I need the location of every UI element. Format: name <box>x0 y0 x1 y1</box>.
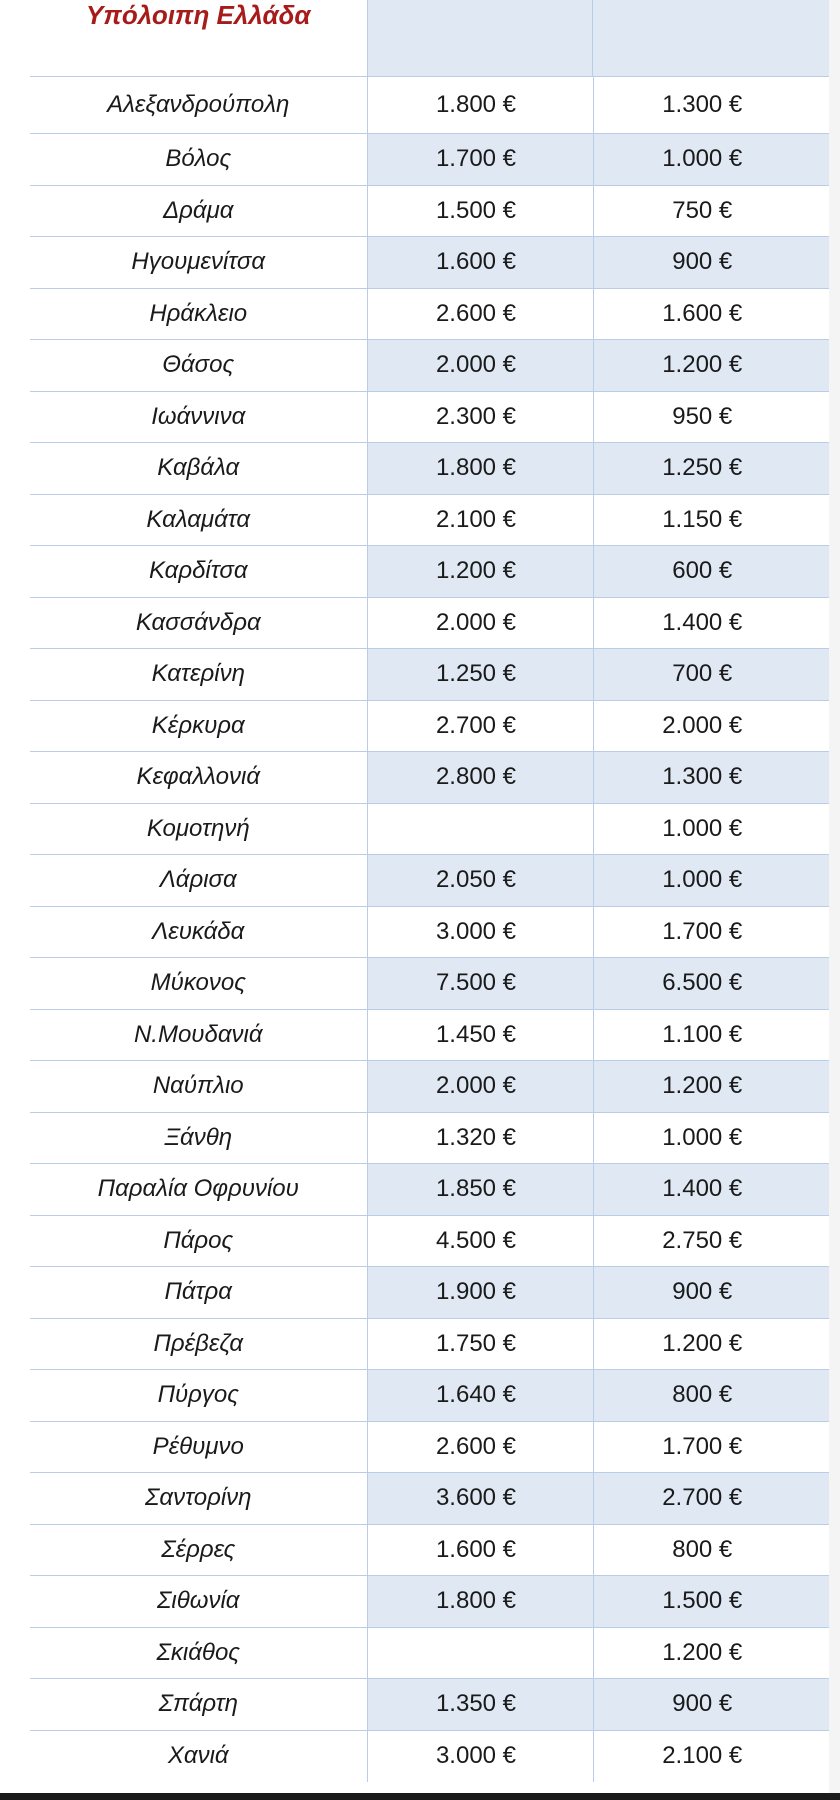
table-row <box>30 237 829 289</box>
city-cell: Κασσάνδρα <box>30 597 367 649</box>
bottom-edge <box>0 1793 840 1800</box>
city-cell: Κατερίνη <box>30 649 367 701</box>
header-cell-price2 <box>593 0 829 76</box>
price1-cell: 1.900 € <box>367 1267 593 1319</box>
price2-cell: 1.400 € <box>593 597 829 649</box>
city-cell: Ηγουμενίτσα <box>30 237 367 289</box>
city-cell: Ρέθυμνο <box>30 1421 367 1473</box>
table-row <box>30 752 829 804</box>
city-cell: Πάτρα <box>30 1267 367 1319</box>
price2-cell: 2.100 € <box>593 1730 829 1782</box>
table-row <box>30 1267 829 1319</box>
price1-cell: 1.350 € <box>367 1679 593 1731</box>
table-row <box>30 958 829 1010</box>
price1-cell: 1.500 € <box>367 185 593 237</box>
table-row <box>30 546 829 598</box>
price2-cell: 1.300 € <box>593 752 829 804</box>
city-cell: Σιθωνία <box>30 1576 367 1628</box>
table-row <box>30 1627 829 1679</box>
price1-cell: 3.000 € <box>367 1730 593 1782</box>
city-cell: Βόλος <box>30 134 367 186</box>
price2-cell: 2.700 € <box>593 1473 829 1525</box>
price2-cell: 1.000 € <box>593 1112 829 1164</box>
price2-cell: 600 € <box>593 546 829 598</box>
city-cell: Λάρισα <box>30 855 367 907</box>
price2-cell: 900 € <box>593 1679 829 1731</box>
price1-cell: 1.700 € <box>367 134 593 186</box>
price2-cell: 950 € <box>593 391 829 443</box>
city-cell: Ιωάννινα <box>30 391 367 443</box>
city-cell: Λευκάδα <box>30 906 367 958</box>
price1-cell: 4.500 € <box>367 1215 593 1267</box>
city-cell: Καρδίτσα <box>30 546 367 598</box>
price1-cell: 2.600 € <box>367 1421 593 1473</box>
price1-cell: 1.600 € <box>367 1524 593 1576</box>
price2-cell: 1.100 € <box>593 1009 829 1061</box>
table-row <box>30 1164 829 1216</box>
city-cell: Θάσος <box>30 340 367 392</box>
table-row <box>30 649 829 701</box>
price2-cell: 1.700 € <box>593 906 829 958</box>
price2-cell: 1.000 € <box>593 855 829 907</box>
price1-cell: 7.500 € <box>367 958 593 1010</box>
price1-cell: 1.600 € <box>367 237 593 289</box>
price2-cell: 1.200 € <box>593 340 829 392</box>
city-cell: Χανιά <box>30 1730 367 1782</box>
price1-cell: 1.750 € <box>367 1318 593 1370</box>
city-cell: Κέρκυρα <box>30 700 367 752</box>
price1-cell: 2.100 € <box>367 494 593 546</box>
price1-cell: 1.450 € <box>367 1009 593 1061</box>
city-cell: Πάρος <box>30 1215 367 1267</box>
table-row <box>30 1473 829 1525</box>
price1-cell <box>367 1627 593 1679</box>
price1-cell: 2.600 € <box>367 288 593 340</box>
title-row <box>0 0 829 76</box>
table-row <box>30 77 829 134</box>
table-row <box>30 185 829 237</box>
table-row <box>30 855 829 907</box>
price1-cell: 1.320 € <box>367 1112 593 1164</box>
price1-cell: 3.600 € <box>367 1473 593 1525</box>
price2-cell: 1.200 € <box>593 1061 829 1113</box>
page-right-edge <box>829 0 840 1793</box>
city-cell: Ναύπλιο <box>30 1061 367 1113</box>
price2-cell: 750 € <box>593 185 829 237</box>
city-cell: Αλεξανδρούπολη <box>30 77 367 134</box>
table-row <box>30 494 829 546</box>
price1-cell: 2.000 € <box>367 340 593 392</box>
table-row <box>30 1009 829 1061</box>
price1-cell: 2.800 € <box>367 752 593 804</box>
price1-cell: 1.800 € <box>367 1576 593 1628</box>
city-cell: Ν.Μουδανιά <box>30 1009 367 1061</box>
city-cell: Δράμα <box>30 185 367 237</box>
price2-cell: 1.200 € <box>593 1318 829 1370</box>
page-title: Υπόλοιπη Ελλάδα <box>86 0 311 30</box>
price1-cell: 2.700 € <box>367 700 593 752</box>
city-cell: Σκιάθος <box>30 1627 367 1679</box>
table-row <box>30 1318 829 1370</box>
table-row <box>30 288 829 340</box>
header-cell-price1 <box>367 0 593 76</box>
table-row <box>30 391 829 443</box>
table-row <box>30 443 829 495</box>
table-row <box>30 1576 829 1628</box>
price1-cell: 1.250 € <box>367 649 593 701</box>
price2-cell: 1.250 € <box>593 443 829 495</box>
price-table <box>30 76 829 1782</box>
city-cell: Καβάλα <box>30 443 367 495</box>
city-cell: Καλαμάτα <box>30 494 367 546</box>
price1-cell: 1.850 € <box>367 1164 593 1216</box>
table-row <box>30 803 829 855</box>
price1-cell: 2.000 € <box>367 597 593 649</box>
price-table-body <box>30 77 829 1782</box>
price2-cell: 1.500 € <box>593 1576 829 1628</box>
table-row <box>30 1215 829 1267</box>
price2-cell: 6.500 € <box>593 958 829 1010</box>
table-row <box>30 1421 829 1473</box>
price1-cell: 3.000 € <box>367 906 593 958</box>
price2-cell: 800 € <box>593 1370 829 1422</box>
city-cell: Κεφαλλονιά <box>30 752 367 804</box>
city-cell: Ηράκλειο <box>30 288 367 340</box>
table-row <box>30 700 829 752</box>
price2-cell: 2.000 € <box>593 700 829 752</box>
city-cell: Πρέβεζα <box>30 1318 367 1370</box>
price2-cell: 1.200 € <box>593 1627 829 1679</box>
table-row <box>30 1524 829 1576</box>
table-row <box>30 1679 829 1731</box>
price1-cell: 1.200 € <box>367 546 593 598</box>
price2-cell: 1.300 € <box>593 77 829 134</box>
city-cell: Κομοτηνή <box>30 803 367 855</box>
table-row <box>30 906 829 958</box>
price1-cell: 1.640 € <box>367 1370 593 1422</box>
price2-cell: 1.700 € <box>593 1421 829 1473</box>
city-cell: Σπάρτη <box>30 1679 367 1731</box>
price2-cell: 2.750 € <box>593 1215 829 1267</box>
price2-cell: 1.600 € <box>593 288 829 340</box>
city-cell: Σέρρες <box>30 1524 367 1576</box>
table-row <box>30 1061 829 1113</box>
price2-cell: 1.400 € <box>593 1164 829 1216</box>
table-row <box>30 1370 829 1422</box>
table-row <box>30 134 829 186</box>
city-cell: Μύκονος <box>30 958 367 1010</box>
city-cell: Πύργος <box>30 1370 367 1422</box>
price1-cell <box>367 803 593 855</box>
table-row <box>30 340 829 392</box>
price2-cell: 1.000 € <box>593 134 829 186</box>
price2-cell: 900 € <box>593 237 829 289</box>
price1-cell: 2.000 € <box>367 1061 593 1113</box>
price1-cell: 2.050 € <box>367 855 593 907</box>
price1-cell: 1.800 € <box>367 443 593 495</box>
price2-cell: 700 € <box>593 649 829 701</box>
city-cell: Παραλία Οφρυνίου <box>30 1164 367 1216</box>
price1-cell: 2.300 € <box>367 391 593 443</box>
price2-cell: 800 € <box>593 1524 829 1576</box>
table-row <box>30 1730 829 1782</box>
price1-cell: 1.800 € <box>367 77 593 134</box>
city-cell: Ξάνθη <box>30 1112 367 1164</box>
price2-cell: 1.000 € <box>593 803 829 855</box>
price2-cell: 1.150 € <box>593 494 829 546</box>
table-row <box>30 1112 829 1164</box>
price2-cell: 900 € <box>593 1267 829 1319</box>
table-row <box>30 597 829 649</box>
city-cell: Σαντορίνη <box>30 1473 367 1525</box>
